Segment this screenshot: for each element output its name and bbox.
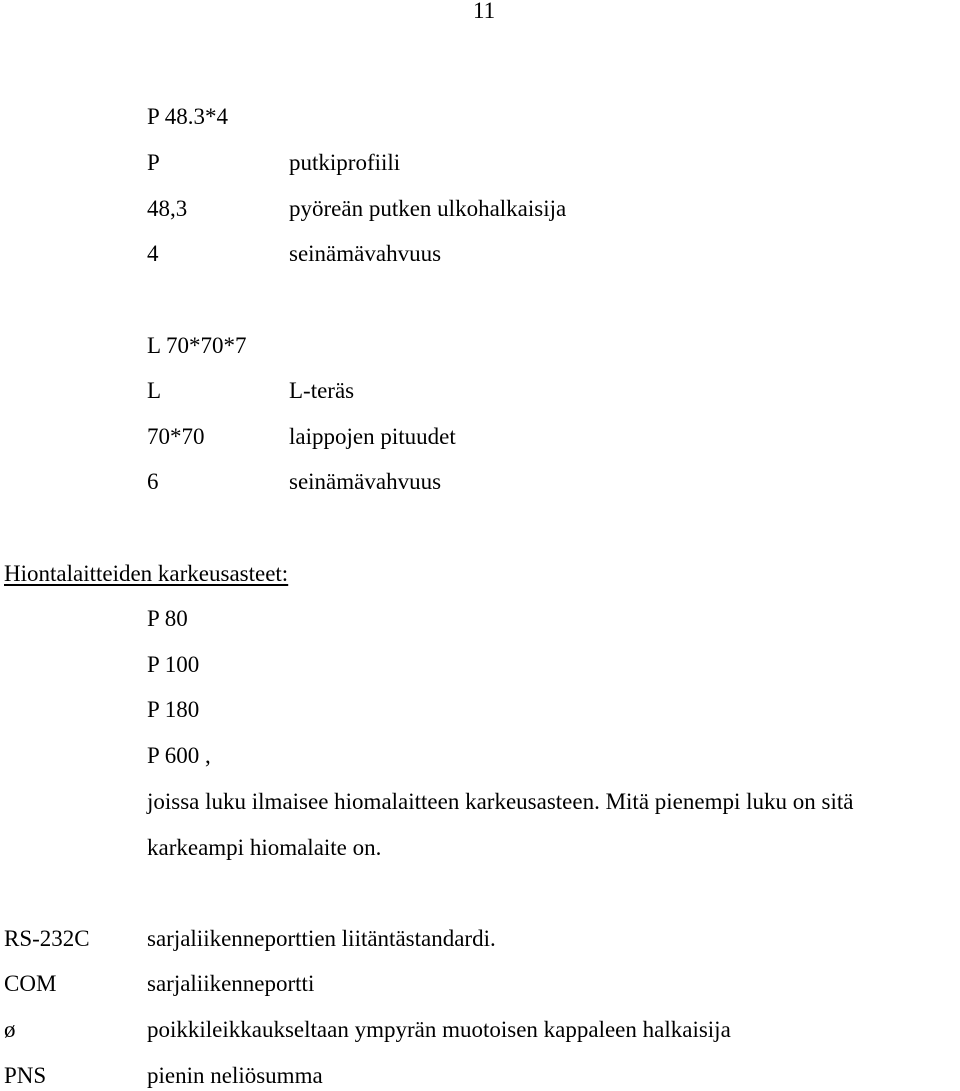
angle-profile-desc: seinämävahvuus [289,469,442,494]
pipe-profile-term: P [147,150,160,175]
grinding-grade: P 80 [147,606,188,631]
angle-profile-term: L [147,378,162,403]
angle-profile-term: 70*70 [147,424,205,449]
angle-profile-term: 6 [147,469,159,494]
pipe-profile-term: 48,3 [147,196,188,221]
angle-profile-code: L 70*70*7 [147,333,247,358]
glossary-desc: sarjaliikenneporttien liitäntästandardi. [147,926,496,951]
glossary-desc: poikkileikkaukseltaan ympyrän muotoisen kappaleen halkaisija [147,1017,731,1042]
grinding-grade: P 600 , [147,743,211,768]
glossary-desc: sarjaliikenneportti [147,971,315,996]
glossary-term: ø [4,1017,16,1042]
grinding-explanation: joissa luku ilmaisee hiomalaitteen karkeusasteen. Mitä pienempi luku on sitä [147,789,854,814]
angle-profile-desc: laippojen pituudet [289,424,456,449]
pipe-profile-desc: pyöreän putken ulkohalkaisija [289,196,567,221]
page-number: 11 [473,0,496,23]
pipe-profile-term: 4 [147,241,159,266]
pipe-profile-code: P 48.3*4 [147,104,228,129]
pipe-profile-desc: putkiprofiili [289,150,401,175]
grinding-heading: Hiontalaitteiden karkeusasteet: [4,561,289,586]
pipe-profile-desc: seinämävahvuus [289,241,442,266]
grinding-grade: P 180 [147,697,200,722]
glossary-term: COM [4,971,57,996]
angle-profile-desc: L-teräs [289,378,355,403]
glossary-term: RS-232C [4,926,90,951]
glossary-term: PNS [4,1063,47,1088]
grinding-grade: P 100 [147,652,200,677]
glossary-desc: pienin neliösumma [147,1063,323,1088]
grinding-explanation: karkeampi hiomalaite on. [147,835,382,860]
